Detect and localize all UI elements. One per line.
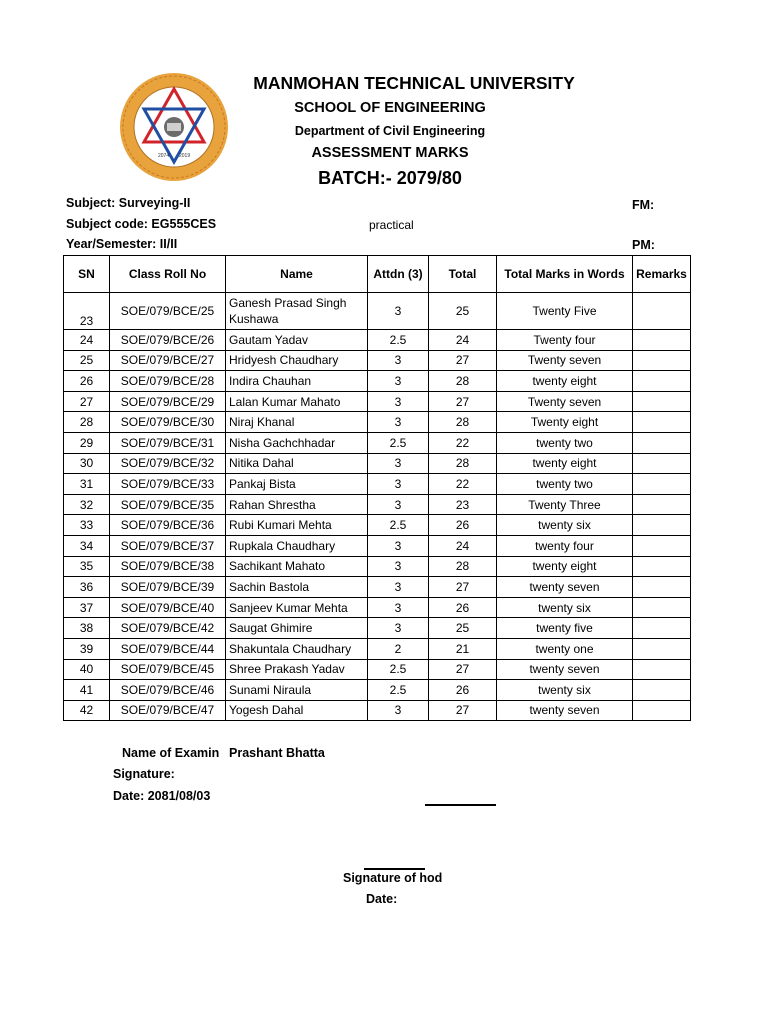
cell-total-words: Twenty eight [497,412,633,433]
examiner-signature-label: Signature: [113,767,175,781]
seal-year-right: 2019 [179,153,191,159]
cell-total-words: twenty five [497,618,633,639]
cell-total-words: twenty seven [497,577,633,598]
cell-total-words: twenty six [497,515,633,536]
cell-attendance: 2 [368,638,429,659]
cell-attendance: 3 [368,618,429,639]
cell-name: Shakuntala Chaudhary [226,638,368,659]
cell-total: 21 [429,638,497,659]
cell-name: Sunami Niraula [226,680,368,701]
cell-sn: 32 [64,494,110,515]
cell-roll-no: SOE/079/BCE/44 [110,638,226,659]
cell-attendance: 2.5 [368,659,429,680]
cell-name: Rubi Kumari Mehta [226,515,368,536]
cell-remarks [633,391,691,412]
cell-sn: 26 [64,371,110,392]
cell-roll-no: SOE/079/BCE/33 [110,474,226,495]
cell-name: Sachin Bastola [226,577,368,598]
cell-total: 25 [429,293,497,330]
cell-remarks [633,556,691,577]
cell-attendance: 3 [368,535,429,556]
table-row [64,597,691,618]
department-name: Department of Civil Engineering [294,124,486,138]
cell-total: 27 [429,659,497,680]
university-name: MANMOHAN TECHNICAL UNIVERSITY [253,73,575,93]
cell-remarks [633,535,691,556]
table-header-row [64,256,691,293]
header-remarks: Remarks [633,256,691,293]
header-roll-no: Class Roll No [110,256,226,293]
cell-name: Pankaj Bista [226,474,368,495]
cell-remarks [633,700,691,721]
cell-attendance: 3 [368,556,429,577]
cell-total-words: twenty six [497,597,633,618]
cell-sn: 35 [64,556,110,577]
cell-roll-no: SOE/079/BCE/45 [110,659,226,680]
cell-total: 26 [429,597,497,618]
table-row [64,556,691,577]
hod-signature-label: Signature of hod [343,871,443,885]
cell-sn: 34 [64,535,110,556]
cell-attendance: 3 [368,453,429,474]
pass-marks-label: PM: [632,238,655,252]
cell-total-words: twenty seven [497,659,633,680]
hod-signature-line [364,868,425,870]
hod-date-label: Date: [366,892,398,906]
table-row [64,432,691,453]
cell-total-words: twenty eight [497,371,633,392]
cell-remarks [633,453,691,474]
year-semester-label: Year/Semester: II/II [66,237,178,251]
cell-name: Saugat Ghimire [226,618,368,639]
cell-attendance: 3 [368,350,429,371]
cell-total: 26 [429,680,497,701]
cell-roll-no: SOE/079/BCE/40 [110,597,226,618]
cell-sn: 42 [64,700,110,721]
cell-name: Nisha Gachchhadar [226,432,368,453]
table-row [64,371,691,392]
cell-attendance: 3 [368,391,429,412]
cell-remarks [633,577,691,598]
cell-name: Sanjeev Kumar Mehta [226,597,368,618]
cell-name: Nitika Dahal [226,453,368,474]
table-row [64,412,691,433]
cell-roll-no: SOE/079/BCE/28 [110,371,226,392]
cell-roll-no: SOE/079/BCE/26 [110,330,226,351]
cell-sn: 30 [64,453,110,474]
cell-attendance: 3 [368,412,429,433]
table-row [64,350,691,371]
cell-remarks [633,680,691,701]
cell-total: 28 [429,412,497,433]
cell-total-words: Twenty Three [497,494,633,515]
cell-total-words: twenty eight [497,453,633,474]
cell-remarks [633,659,691,680]
cell-total-words: twenty four [497,535,633,556]
cell-roll-no: SOE/079/BCE/35 [110,494,226,515]
cell-sn: 37 [64,597,110,618]
cell-total: 22 [429,432,497,453]
cell-attendance: 2.5 [368,330,429,351]
document-title: ASSESSMENT MARKS [311,145,469,161]
cell-name: Yogesh Dahal [226,700,368,721]
cell-attendance: 3 [368,700,429,721]
table-row [64,680,691,701]
table-row [64,618,691,639]
table-row [64,330,691,351]
cell-total: 27 [429,350,497,371]
cell-roll-no: SOE/079/BCE/25 [110,293,226,330]
cell-roll-no: SOE/079/BCE/31 [110,432,226,453]
cell-remarks [633,494,691,515]
cell-name: Gautam Yadav [226,330,368,351]
cell-total-words: twenty two [497,474,633,495]
cell-total: 28 [429,453,497,474]
cell-total-words: twenty eight [497,556,633,577]
header-attendance: Attdn (3) [368,256,429,293]
cell-total-words: twenty seven [497,700,633,721]
cell-attendance: 3 [368,597,429,618]
cell-sn: 25 [64,350,110,371]
batch-label: BATCH:- 2079/80 [318,168,462,188]
cell-remarks [633,474,691,495]
cell-sn: 36 [64,577,110,598]
full-marks-label: FM: [632,198,655,212]
cell-remarks [633,330,691,351]
cell-sn: 29 [64,432,110,453]
cell-remarks [633,638,691,659]
cell-attendance: 3 [368,371,429,392]
cell-name: Indira Chauhan [226,371,368,392]
cell-name: Rahan Shrestha [226,494,368,515]
table-row [64,700,691,721]
cell-total-words: Twenty seven [497,350,633,371]
cell-total-words: twenty six [497,680,633,701]
table-row [64,515,691,536]
cell-roll-no: SOE/079/BCE/30 [110,412,226,433]
cell-remarks [633,412,691,433]
cell-roll-no: SOE/079/BCE/39 [110,577,226,598]
cell-attendance: 3 [368,577,429,598]
table-row [64,535,691,556]
cell-attendance: 2.5 [368,680,429,701]
table-row [64,391,691,412]
school-name: SCHOOL OF ENGINEERING [294,100,486,116]
cell-total: 27 [429,577,497,598]
cell-attendance: 2.5 [368,432,429,453]
cell-total-words: Twenty seven [497,391,633,412]
cell-sn: 40 [64,659,110,680]
subject-label: Subject: Surveying-II [66,196,191,210]
assessment-mode: practical [369,218,414,232]
cell-remarks [633,371,691,392]
signature-line [425,804,496,806]
cell-roll-no: SOE/079/BCE/42 [110,618,226,639]
cell-remarks [633,597,691,618]
cell-name: Rupkala Chaudhary [226,535,368,556]
cell-roll-no: SOE/079/BCE/47 [110,700,226,721]
examiner-label: Name of Examin [122,746,220,760]
cell-roll-no: SOE/079/BCE/38 [110,556,226,577]
header-sn: SN [64,256,110,293]
table-row [64,293,691,330]
table-row [64,474,691,495]
cell-roll-no: SOE/079/BCE/46 [110,680,226,701]
cell-sn: 38 [64,618,110,639]
cell-remarks [633,293,691,330]
cell-attendance: 3 [368,293,429,330]
subject-code-label: Subject code: EG555CES [66,217,217,231]
table-row [64,494,691,515]
cell-roll-no: SOE/079/BCE/29 [110,391,226,412]
cell-sn: 39 [64,638,110,659]
table-row [64,638,691,659]
cell-sn: 33 [64,515,110,536]
header-total-words: Total Marks in Words [497,256,633,293]
cell-sn: 24 [64,330,110,351]
cell-name: Lalan Kumar Mahato [226,391,368,412]
cell-attendance: 2.5 [368,515,429,536]
cell-sn: 28 [64,412,110,433]
cell-remarks [633,618,691,639]
cell-total-words: Twenty four [497,330,633,351]
cell-total: 27 [429,700,497,721]
cell-name: Shree Prakash Yadav [226,659,368,680]
cell-total: 28 [429,556,497,577]
cell-total: 24 [429,330,497,351]
cell-name: Ganesh Prasad Singh Kushawa [226,293,368,330]
cell-total: 26 [429,515,497,536]
seal-year-left: 2074 [158,153,170,159]
cell-name: Niraj Khanal [226,412,368,433]
cell-roll-no: SOE/079/BCE/32 [110,453,226,474]
cell-total: 25 [429,618,497,639]
cell-total-words: twenty two [497,432,633,453]
cell-total-words: twenty one [497,638,633,659]
cell-sn: 41 [64,680,110,701]
cell-sn: 31 [64,474,110,495]
cell-total: 22 [429,474,497,495]
cell-remarks [633,350,691,371]
cell-attendance: 3 [368,474,429,495]
examiner-name: Prashant Bhatta [229,746,325,760]
header-total: Total [429,256,497,293]
cell-sn: 23 [64,293,110,330]
cell-sn: 27 [64,391,110,412]
table-row [64,577,691,598]
cell-roll-no: SOE/079/BCE/36 [110,515,226,536]
table-row [64,453,691,474]
cell-total: 23 [429,494,497,515]
cell-roll-no: SOE/079/BCE/27 [110,350,226,371]
exam-date: Date: 2081/08/03 [113,789,211,803]
cell-attendance: 3 [368,494,429,515]
cell-roll-no: SOE/079/BCE/37 [110,535,226,556]
header-name: Name [226,256,368,293]
cell-total: 28 [429,371,497,392]
cell-total: 24 [429,535,497,556]
cell-remarks [633,515,691,536]
table-row [64,659,691,680]
cell-total-words: Twenty Five [497,293,633,330]
cell-remarks [633,432,691,453]
cell-name: Sachikant Mahato [226,556,368,577]
cell-total: 27 [429,391,497,412]
assessment-marks-table [63,255,691,721]
cell-name: Hridyesh Chaudhary [226,350,368,371]
